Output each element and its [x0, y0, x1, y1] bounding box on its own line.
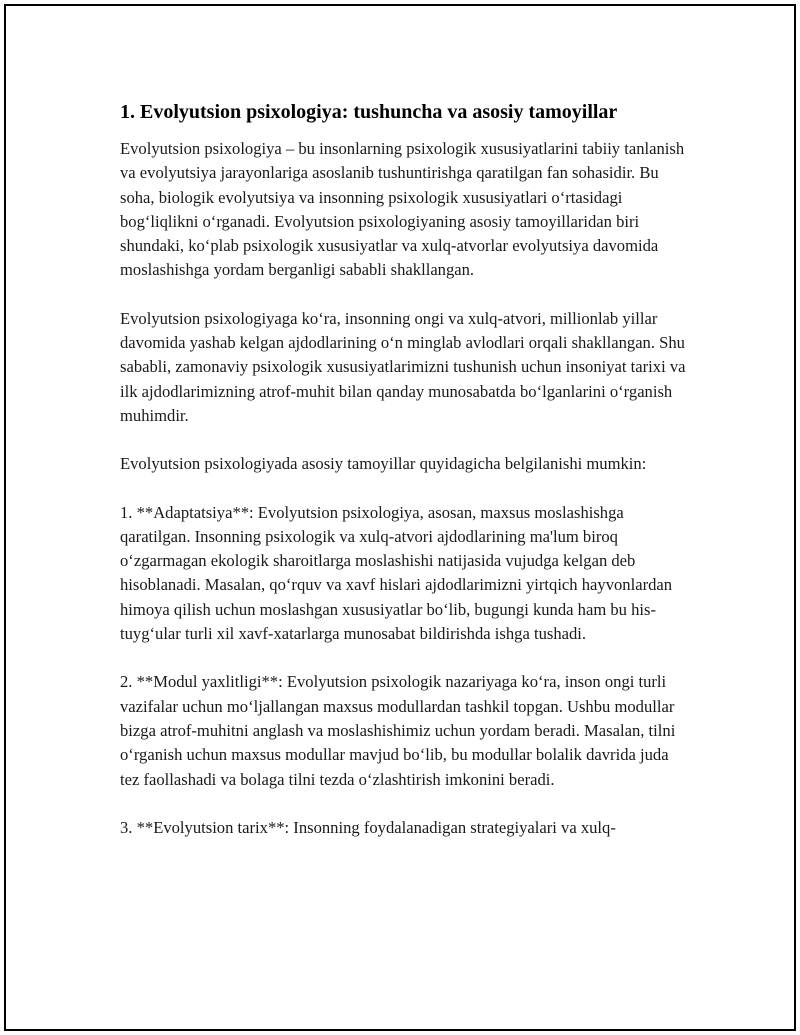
document-body: [120, 98, 692, 864]
paragraph-modularity: 2. **Modul yaxlitligi**: Evolyutsion psixologik nazariyaga ko‘ra, inson ongi turli vazifalar uchun mo‘ljallangan maxsus modullardan tashkil topgan. Ushbu modullar bizga atrof-muhitni anglash va moslashishimiz uchun yordam beradi. Masalan, tilni o‘rganish uchun maxsus modullar mavjud bo‘lib, bu modullar bolalik davrida juda tez faollashadi va bolaga tilni tezda o‘zlashtirish imkonini beradi.: [120, 672, 676, 789]
paragraph-adaptation: 1. **Adaptatsiya**: Evolyutsion psixologiya, asosan, maxsus moslashishga qaratilgan. Insonning psixologik va xulq-atvori ajdodlarining ma'lum biroq o‘zgarmagan ekologik sharoitlarga moslashishi natijasida vujudga kelgan deb hisoblanadi. Masalan, qo‘rquv va xavf hislari ajdodlarimizni yirtqich hayvonlardan himoya qilish uchun moslashgan xususiyatlar bo‘lib, bugungi kunda ham bu his-tuyg‘ular turli xil xavf-xatarlarga munosabat bildirishda ishga tushadi.: [120, 502, 673, 644]
paragraph-principles-intro: Evolyutsion psixologiyada asosiy tamoyillar quyidagicha belgilanishi mumkin:: [120, 454, 647, 474]
paragraph-intro: Evolyutsion psixologiya – bu insonlarning psixologik xususiyatlarini tabiiy tanlanish va evolyutsiya jarayonlariga asoslanib tushuntirishga qaratilgan fan sohasidir. Bu soha, biologik evolyutsiya va insonning psixologik xususiyatlari o‘rtasidagi bog‘liqlikni o‘rganadi. Evolyutsion psixologiyaning asosiy tamoyillaridan biri shundaki, ko‘plab psixologik xususiyatlar va xulq-atvorlar evolyutsiya davomida moslashishga yordam berganligi sababli shakllangan.: [120, 139, 685, 280]
paragraph-evolutionary-history: 3. **Evolyutsion tarix**: Insonning foydalanadigan strategiyalari va xulq-: [120, 817, 616, 837]
paragraph-history: Evolyutsion psixologiyaga ko‘ra, insonning ongi va xulq-atvori, millionlab yillar davomida yashab kelgan ajdodlarining o‘n minglab avlodlari orqali shakllangan. Shu sababli, zamonaviy psixologik xususiyatlarimizni tushunish uchun insoniyat tarixi va ilk ajdodlarimizning atrof-muhit bilan qanday munosabatda bo‘lganlarini o‘rganish muhimdir.: [120, 308, 686, 425]
page-frame: [4, 4, 796, 1031]
document-title: 1. Evolyutsion psixologiya: tushuncha va asosiy tamoyillar: [120, 101, 618, 123]
